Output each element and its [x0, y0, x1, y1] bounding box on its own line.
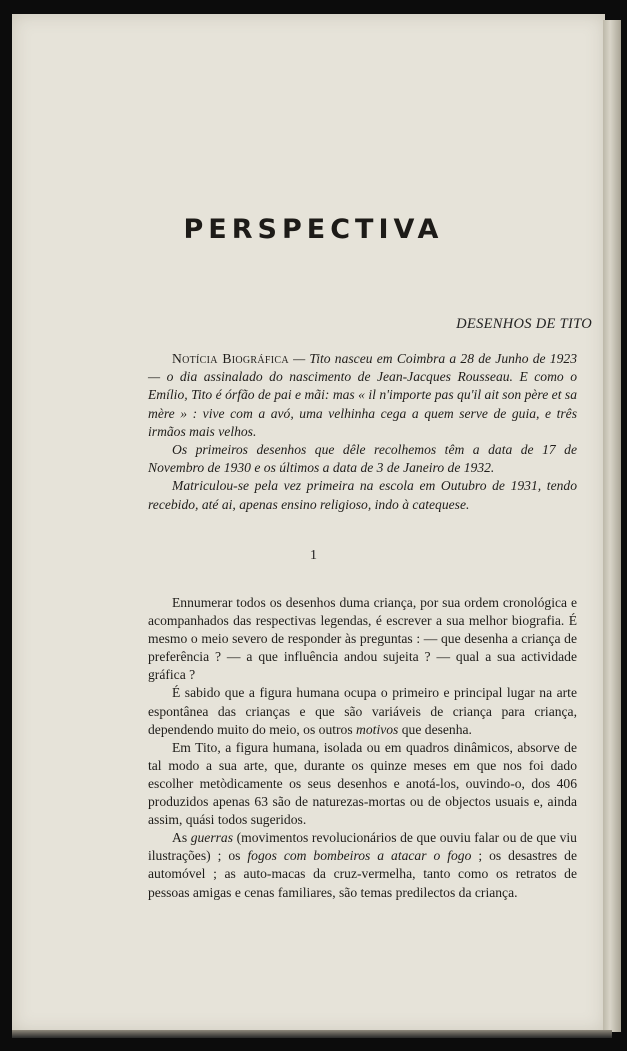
body-paragraph-4-end: ; os desastres de automóvel ; as auto-macas da cruz-vermelha, tanto como os retratos de pessoas amigas e cenas familiares, são temas predilectos da criança. [148, 848, 578, 900]
body-paragraph-4-emphasis-2: fogos com bombeiros a atacar o fogo [247, 848, 472, 864]
body-paragraph-4-emphasis-1: guerras [190, 830, 233, 846]
page-bottom-shadow [12, 1030, 612, 1038]
body-paragraph-4-start: As [172, 830, 191, 846]
body-paragraph-4 [148, 829, 577, 901]
intro-paragraph-3: Matriculou-se pela vez primeira na escola em Outubro de 1931, tendo recebido, até ai, apenas ensino religioso, indo à catequese. [148, 478, 577, 512]
body-paragraph-2 [148, 684, 577, 738]
intro-paragraph-1 [148, 350, 577, 441]
intro-text: — Tito nasceu em Coimbra a 28 de Junho de 1923 — o dia assinalado do nascimento de Jean-Jacques Rousseau. E como o Emílio, Tito é órfão de pai e mãi: mas « il n'importe pas qu'il ait son père et sa mère » : vive com a avó, uma velhinha cega a quem serve de guia, e três irmãos mais velhos. [148, 351, 577, 439]
section-subtitle: DESENHOS DE TITO [456, 316, 592, 332]
body-paragraph-3: Em Tito, a figura humana, isolada ou em quadros dinâmicos, absorve de tal modo a sua arte, que, durante os quinze meses em que nos foi dado escolher metòdicamente os seus desenhos e anotá-los, ouvindo-o, dos 406 produzidos apenas 63 são de naturezas-mortas ou de objectos usuais e, ainda assim, quási todos sugeridos. [148, 739, 577, 828]
body-paragraph-2-emphasis: motivos [356, 721, 399, 737]
section-number: 1 [310, 548, 317, 563]
body-paragraph-4-middle: (movimentos revolucionários de que ouviu falar ou de que viu ilustrações) ; os [148, 830, 577, 864]
intro-label: Notícia Biográfica [172, 351, 289, 366]
page-title: PERSPECTIVA [183, 214, 444, 245]
body-paragraph-1: Ennumerar todos os desenhos duma criança, por sua ordem cronológica e acompanhados das respectivas legendas, é escrever a sua melhor biografia. É mesmo o meio severo de responder às preguntas : — que desenha a criança de preferência ? — a que influência andou sujeita ? — qual a sua actividade gráfica ? [148, 595, 577, 683]
biographical-note [148, 350, 577, 514]
body-text [148, 594, 577, 902]
page-edge [603, 20, 621, 1032]
intro-paragraph-2: Os primeiros desenhos que dêle recolhemos têm a data de 17 de Novembro de 1930 e os últimos a data de 3 de Janeiro de 1932. [148, 442, 577, 476]
body-paragraph-2-end: que desenha. [398, 721, 472, 737]
body-paragraph-2-text: É sabido que a figura humana ocupa o primeiro e principal lugar na arte espontânea das crianças e que são variáveis de criança para criança, dependendo muito do meio, os outros [148, 685, 577, 737]
